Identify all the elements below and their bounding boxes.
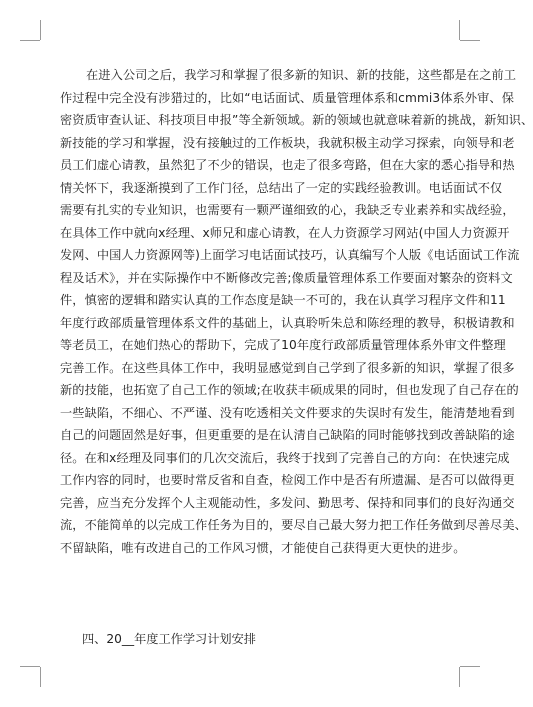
paragraph-line: 年度行政部质量管理体系文件的基础上，认真聆听朱总和陈经理的教导，积极请教和 (60, 315, 515, 330)
crop-mark-top-right-h (460, 40, 480, 41)
paragraph-line: 新的技能，也拓宽了自己工作的领域;在收获丰硕成果的同时，但也发现了自己存在的 (60, 383, 519, 397)
body-paragraph (60, 64, 533, 559)
section-heading: 四、20__年度工作学习计划安排 (82, 632, 256, 646)
paragraph-line: 作过程中完全没有涉猎过的，比如“电话面试、质量管理体系和cmmi3体系外审、保 (60, 90, 514, 105)
paragraph-line: 新技能的学习和掌握，没有接触过的工作板块，我就积极主动学习探索，向领导和老 (60, 135, 515, 150)
crop-mark-top-left (40, 20, 41, 40)
paragraph-line: 径。在和x经理及同事们的几次交流后，我终于找到了完善自己的方向：在快速完成 (60, 450, 510, 465)
paragraph-line: 情关怀下，我逐渐摸到了工作门径，总结出了一定的实践经验教训。电话面试不仅 (60, 180, 503, 195)
crop-mark-bottom-left-h (20, 666, 40, 667)
paragraph-line: 密资质审查认证、科技项目申报”等全新领域。新的领域也就意味着新的挑战，新知识、 (60, 113, 533, 127)
paragraph-line: 等老员工，在她们热心的帮助下，完成了10年度行政部质量管理体系外审文件整理 (60, 338, 506, 352)
paragraph-line: 在进入公司之后，我学习和掌握了很多新的知识、新的技能，这些都是在之前工 (86, 68, 517, 82)
paragraph-line: 发网、中国人力资源网等)上面学习电话面试技巧，认真编写个人版《电话面试工作流 (60, 248, 520, 262)
paragraph-line: 流，不能简单的以完成工作任务为目的，要尽自己最大努力把工作任务做到尽善尽美、 (60, 518, 527, 532)
paragraph-line: 在具体工作中就向x经理、x师兄和虚心请教，在人力资源学习网站(中国人力资源开 (60, 225, 510, 240)
paragraph-line: 件，慎密的逻辑和踏实认真的工作态度是缺一不可的，我在认真学习程序文件和11 (60, 293, 506, 307)
crop-mark-top-right (459, 20, 460, 40)
paragraph-line: 不留缺陷，唯有改进自己的工作风习惯，才能使自己获得更大更快的进步。 (60, 540, 466, 555)
crop-mark-bottom-right (459, 667, 460, 687)
crop-mark-top-left-h (20, 40, 40, 41)
paragraph-line: 程及话术》，并在实际操作中不断修改完善;像质量管理体系工作要面对繁杂的资料文 (60, 270, 513, 285)
paragraph-line: 一些缺陷，不细心、不严谨、没有吃透相关文件要求的失误时有发生，能清楚地看到 (60, 405, 515, 420)
paragraph-line: 自己的问题固然是好事，但更重要的是在认清自己缺陷的同时能够找到改善缺陷的途 (60, 428, 515, 442)
paragraph-line: 员工们虚心请教，虽然犯了不少的错误，也走了很多弯路，但在大家的悉心指导和热 (60, 158, 515, 172)
paragraph-line: 需要有扎实的专业知识，也需要有一颗严谨细致的心，我缺乏专业素养和实战经验， (60, 203, 515, 217)
paragraph-line: 工作内容的同时，也要时常反省和自查，检阅工作中是否有所遗漏、是否可以做得更 (60, 473, 515, 487)
paragraph-line: 完善工作。在这些具体工作中，我明显感觉到自己学到了很多新的知识，掌握了很多 (60, 360, 515, 375)
crop-mark-bottom-right-h (460, 666, 480, 667)
paragraph-line: 完善，应当充分发挥个人主观能动性，多发问、勤思考、保持和同事们的良好沟通交 (60, 495, 515, 510)
crop-mark-bottom-left (40, 667, 41, 687)
